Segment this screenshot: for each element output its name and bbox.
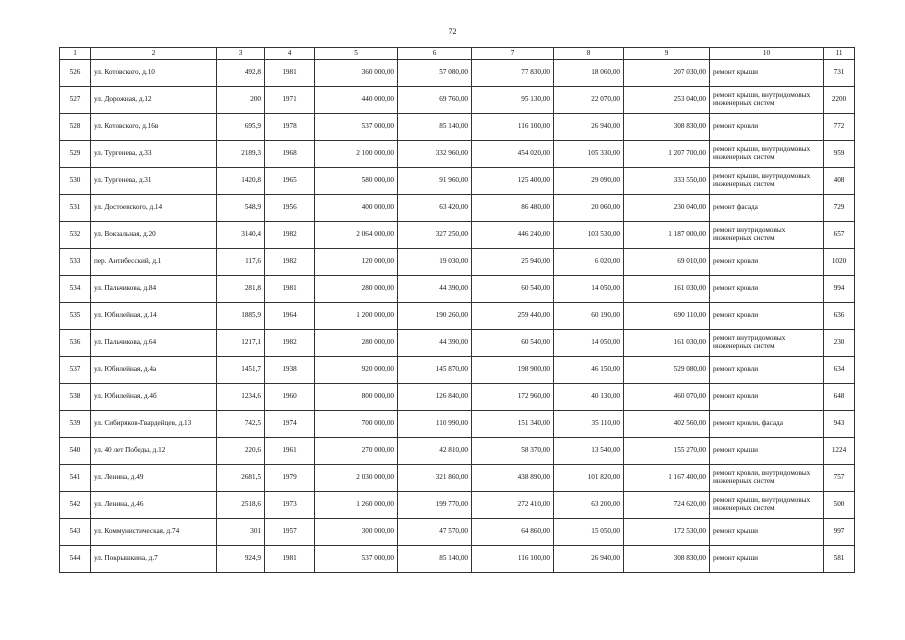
residents-count-cell: 772 xyxy=(824,114,855,141)
year-built-cell: 1982 xyxy=(265,222,315,249)
row-number-cell: 530 xyxy=(60,168,91,195)
residents-count-cell: 634 xyxy=(824,357,855,384)
column-header-8: 8 xyxy=(554,48,624,60)
row-number-cell: 534 xyxy=(60,276,91,303)
address-cell: ул. Пальчикова, д.64 xyxy=(91,330,217,357)
cost-part-c-cell: 6 020,00 xyxy=(554,249,624,276)
work-type-cell: ремонт внутридомовых инженерных систем xyxy=(710,330,824,357)
year-built-cell: 1965 xyxy=(265,168,315,195)
cost-part-b-cell: 151 340,00 xyxy=(472,411,554,438)
row-number-cell: 540 xyxy=(60,438,91,465)
column-header-10: 10 xyxy=(710,48,824,60)
column-header-7: 7 xyxy=(472,48,554,60)
column-number-row xyxy=(60,48,855,60)
total-cost-cell: 2 030 000,00 xyxy=(315,465,398,492)
year-built-cell: 1971 xyxy=(265,87,315,114)
row-number-cell: 526 xyxy=(60,60,91,87)
year-built-cell: 1982 xyxy=(265,330,315,357)
cost-part-c-cell: 29 090,00 xyxy=(554,168,624,195)
table-row xyxy=(60,546,855,573)
year-built-cell: 1973 xyxy=(265,492,315,519)
address-cell: ул. Покрышкина, д.7 xyxy=(91,546,217,573)
year-built-cell: 1978 xyxy=(265,114,315,141)
row-number-cell: 529 xyxy=(60,141,91,168)
area-cell: 220,6 xyxy=(217,438,265,465)
cost-part-d-cell: 308 830,00 xyxy=(624,546,710,573)
work-type-cell: ремонт кровли, внутридомовых инженерных систем xyxy=(710,465,824,492)
residents-count-cell: 500 xyxy=(824,492,855,519)
cost-part-c-cell: 105 330,00 xyxy=(554,141,624,168)
address-cell: ул. Дорожная, д.12 xyxy=(91,87,217,114)
area-cell: 492,8 xyxy=(217,60,265,87)
residents-count-cell: 636 xyxy=(824,303,855,330)
table-row xyxy=(60,60,855,87)
cost-part-b-cell: 454 020,00 xyxy=(472,141,554,168)
residents-count-cell: 997 xyxy=(824,519,855,546)
cost-part-c-cell: 101 820,00 xyxy=(554,465,624,492)
address-cell: ул. Юбилейная, д.4б xyxy=(91,384,217,411)
cost-part-c-cell: 63 200,00 xyxy=(554,492,624,519)
column-header-5: 5 xyxy=(315,48,398,60)
year-built-cell: 1982 xyxy=(265,249,315,276)
cost-part-b-cell: 95 130,00 xyxy=(472,87,554,114)
address-cell: ул. Юбилейная, д.14 xyxy=(91,303,217,330)
area-cell: 742,5 xyxy=(217,411,265,438)
cost-part-c-cell: 20 060,00 xyxy=(554,195,624,222)
cost-part-a-cell: 57 080,00 xyxy=(398,60,472,87)
area-cell: 301 xyxy=(217,519,265,546)
column-header-4: 4 xyxy=(265,48,315,60)
cost-part-b-cell: 60 540,00 xyxy=(472,330,554,357)
cost-part-d-cell: 172 530,00 xyxy=(624,519,710,546)
total-cost-cell: 1 200 000,00 xyxy=(315,303,398,330)
cost-part-d-cell: 161 030,00 xyxy=(624,330,710,357)
cost-part-c-cell: 46 150,00 xyxy=(554,357,624,384)
year-built-cell: 1968 xyxy=(265,141,315,168)
year-built-cell: 1981 xyxy=(265,546,315,573)
address-cell: ул. Юбилейная, д.4а xyxy=(91,357,217,384)
cost-part-b-cell: 259 440,00 xyxy=(472,303,554,330)
address-cell: ул. Котовского, д.10 xyxy=(91,60,217,87)
work-type-cell: ремонт кровли xyxy=(710,249,824,276)
residents-count-cell: 230 xyxy=(824,330,855,357)
cost-part-d-cell: 333 550,00 xyxy=(624,168,710,195)
total-cost-cell: 800 000,00 xyxy=(315,384,398,411)
work-type-cell: ремонт кровли xyxy=(710,276,824,303)
total-cost-cell: 920 000,00 xyxy=(315,357,398,384)
row-number-cell: 528 xyxy=(60,114,91,141)
residents-count-cell: 648 xyxy=(824,384,855,411)
work-type-cell: ремонт кровли xyxy=(710,303,824,330)
cost-part-b-cell: 25 940,00 xyxy=(472,249,554,276)
table-row xyxy=(60,492,855,519)
work-type-cell: ремонт крыши xyxy=(710,60,824,87)
cost-part-c-cell: 60 190,00 xyxy=(554,303,624,330)
cost-part-d-cell: 253 040,00 xyxy=(624,87,710,114)
residents-count-cell: 408 xyxy=(824,168,855,195)
cost-part-b-cell: 77 830,00 xyxy=(472,60,554,87)
year-built-cell: 1960 xyxy=(265,384,315,411)
cost-part-b-cell: 60 540,00 xyxy=(472,276,554,303)
area-cell: 117,6 xyxy=(217,249,265,276)
total-cost-cell: 700 000,00 xyxy=(315,411,398,438)
cost-part-b-cell: 64 860,00 xyxy=(472,519,554,546)
row-number-cell: 543 xyxy=(60,519,91,546)
address-cell: ул. Вокзальная, д.20 xyxy=(91,222,217,249)
table-row xyxy=(60,411,855,438)
work-type-cell: ремонт фасада xyxy=(710,195,824,222)
work-type-cell: ремонт кровли xyxy=(710,357,824,384)
row-number-cell: 532 xyxy=(60,222,91,249)
total-cost-cell: 280 000,00 xyxy=(315,276,398,303)
year-built-cell: 1979 xyxy=(265,465,315,492)
work-type-cell: ремонт крыши, внутридомовых инженерных систем xyxy=(710,141,824,168)
cost-part-a-cell: 85 140,00 xyxy=(398,114,472,141)
address-cell: ул. Достоевского, д.14 xyxy=(91,195,217,222)
cost-part-b-cell: 125 400,00 xyxy=(472,168,554,195)
cost-part-a-cell: 199 770,00 xyxy=(398,492,472,519)
year-built-cell: 1956 xyxy=(265,195,315,222)
address-cell: ул. Тургенева, д.33 xyxy=(91,141,217,168)
table-row xyxy=(60,222,855,249)
area-cell: 1420,8 xyxy=(217,168,265,195)
cost-part-c-cell: 14 050,00 xyxy=(554,330,624,357)
residents-count-cell: 731 xyxy=(824,60,855,87)
row-number-cell: 535 xyxy=(60,303,91,330)
year-built-cell: 1964 xyxy=(265,303,315,330)
work-type-cell: ремонт крыши xyxy=(710,519,824,546)
cost-part-d-cell: 529 080,00 xyxy=(624,357,710,384)
work-type-cell: ремонт крыши, внутридомовых инженерных систем xyxy=(710,87,824,114)
row-number-cell: 533 xyxy=(60,249,91,276)
cost-part-a-cell: 44 390,00 xyxy=(398,276,472,303)
address-cell: ул. Котовского, д.16в xyxy=(91,114,217,141)
column-header-11: 11 xyxy=(824,48,855,60)
total-cost-cell: 120 000,00 xyxy=(315,249,398,276)
total-cost-cell: 440 000,00 xyxy=(315,87,398,114)
cost-part-d-cell: 161 030,00 xyxy=(624,276,710,303)
cost-part-b-cell: 438 890,00 xyxy=(472,465,554,492)
total-cost-cell: 537 000,00 xyxy=(315,114,398,141)
table-row xyxy=(60,276,855,303)
cost-part-c-cell: 14 050,00 xyxy=(554,276,624,303)
area-cell: 2681,5 xyxy=(217,465,265,492)
total-cost-cell: 300 000,00 xyxy=(315,519,398,546)
address-cell: ул. 40 лет Победы, д.12 xyxy=(91,438,217,465)
residents-count-cell: 1224 xyxy=(824,438,855,465)
row-number-cell: 538 xyxy=(60,384,91,411)
column-header-3: 3 xyxy=(217,48,265,60)
cost-part-b-cell: 86 480,00 xyxy=(472,195,554,222)
cost-part-a-cell: 190 260,00 xyxy=(398,303,472,330)
table-row xyxy=(60,330,855,357)
year-built-cell: 1981 xyxy=(265,276,315,303)
cost-part-d-cell: 1 167 400,00 xyxy=(624,465,710,492)
cost-part-a-cell: 44 390,00 xyxy=(398,330,472,357)
address-cell: пер. Антибесский, д.1 xyxy=(91,249,217,276)
total-cost-cell: 400 000,00 xyxy=(315,195,398,222)
work-type-cell: ремонт крыши, внутридомовых инженерных систем xyxy=(710,492,824,519)
table-row xyxy=(60,87,855,114)
work-type-cell: ремонт крыши xyxy=(710,438,824,465)
row-number-cell: 531 xyxy=(60,195,91,222)
residents-count-cell: 943 xyxy=(824,411,855,438)
table-row xyxy=(60,141,855,168)
year-built-cell: 1961 xyxy=(265,438,315,465)
address-cell: ул. Пальчикова, д.84 xyxy=(91,276,217,303)
residents-count-cell: 959 xyxy=(824,141,855,168)
cost-part-a-cell: 91 960,00 xyxy=(398,168,472,195)
cost-part-c-cell: 26 940,00 xyxy=(554,114,624,141)
year-built-cell: 1938 xyxy=(265,357,315,384)
total-cost-cell: 360 000,00 xyxy=(315,60,398,87)
row-number-cell: 536 xyxy=(60,330,91,357)
total-cost-cell: 1 260 000,00 xyxy=(315,492,398,519)
work-type-cell: ремонт крыши xyxy=(710,546,824,573)
cost-part-d-cell: 230 040,00 xyxy=(624,195,710,222)
cost-part-d-cell: 155 270,00 xyxy=(624,438,710,465)
total-cost-cell: 2 064 000,00 xyxy=(315,222,398,249)
area-cell: 1234,6 xyxy=(217,384,265,411)
row-number-cell: 527 xyxy=(60,87,91,114)
cost-part-b-cell: 116 100,00 xyxy=(472,114,554,141)
cost-part-a-cell: 126 840,00 xyxy=(398,384,472,411)
address-cell: ул. Тургенева, д.31 xyxy=(91,168,217,195)
repair-register-table xyxy=(59,47,855,573)
table-row xyxy=(60,438,855,465)
area-cell: 2189,3 xyxy=(217,141,265,168)
residents-count-cell: 657 xyxy=(824,222,855,249)
cost-part-d-cell: 207 030,00 xyxy=(624,60,710,87)
address-cell: ул. Ленина, д.46 xyxy=(91,492,217,519)
address-cell: ул. Сибиряков-Гвардейцев, д.13 xyxy=(91,411,217,438)
address-cell: ул. Ленина, д.49 xyxy=(91,465,217,492)
work-type-cell: ремонт кровли xyxy=(710,384,824,411)
year-built-cell: 1974 xyxy=(265,411,315,438)
cost-part-a-cell: 332 960,00 xyxy=(398,141,472,168)
year-built-cell: 1981 xyxy=(265,60,315,87)
cost-part-b-cell: 58 370,00 xyxy=(472,438,554,465)
cost-part-c-cell: 35 110,00 xyxy=(554,411,624,438)
cost-part-b-cell: 116 100,00 xyxy=(472,546,554,573)
column-header-1: 1 xyxy=(60,48,91,60)
residents-count-cell: 994 xyxy=(824,276,855,303)
total-cost-cell: 2 100 000,00 xyxy=(315,141,398,168)
area-cell: 695,9 xyxy=(217,114,265,141)
cost-part-c-cell: 22 070,00 xyxy=(554,87,624,114)
area-cell: 200 xyxy=(217,87,265,114)
cost-part-a-cell: 47 570,00 xyxy=(398,519,472,546)
row-number-cell: 537 xyxy=(60,357,91,384)
cost-part-d-cell: 690 110,00 xyxy=(624,303,710,330)
area-cell: 924,9 xyxy=(217,546,265,573)
cost-part-c-cell: 18 060,00 xyxy=(554,60,624,87)
cost-part-b-cell: 272 410,00 xyxy=(472,492,554,519)
cost-part-d-cell: 308 830,00 xyxy=(624,114,710,141)
total-cost-cell: 580 000,00 xyxy=(315,168,398,195)
residents-count-cell: 2200 xyxy=(824,87,855,114)
area-cell: 281,8 xyxy=(217,276,265,303)
work-type-cell: ремонт кровли xyxy=(710,114,824,141)
residents-count-cell: 757 xyxy=(824,465,855,492)
cost-part-b-cell: 446 240,00 xyxy=(472,222,554,249)
table-row xyxy=(60,357,855,384)
table-row xyxy=(60,114,855,141)
area-cell: 1885,9 xyxy=(217,303,265,330)
total-cost-cell: 537 000,00 xyxy=(315,546,398,573)
table-row xyxy=(60,303,855,330)
cost-part-c-cell: 13 540,00 xyxy=(554,438,624,465)
cost-part-c-cell: 40 130,00 xyxy=(554,384,624,411)
residents-count-cell: 1020 xyxy=(824,249,855,276)
cost-part-b-cell: 172 960,00 xyxy=(472,384,554,411)
area-cell: 548,9 xyxy=(217,195,265,222)
address-cell: ул. Коммунистическая, д.74 xyxy=(91,519,217,546)
cost-part-a-cell: 63 420,00 xyxy=(398,195,472,222)
cost-part-d-cell: 1 207 700,00 xyxy=(624,141,710,168)
cost-part-a-cell: 19 030,00 xyxy=(398,249,472,276)
table-row xyxy=(60,465,855,492)
page-number: 72 xyxy=(448,27,457,36)
table-row xyxy=(60,519,855,546)
residents-count-cell: 581 xyxy=(824,546,855,573)
cost-part-a-cell: 145 870,00 xyxy=(398,357,472,384)
cost-part-d-cell: 724 620,00 xyxy=(624,492,710,519)
total-cost-cell: 270 000,00 xyxy=(315,438,398,465)
cost-part-d-cell: 460 070,00 xyxy=(624,384,710,411)
cost-part-a-cell: 42 810,00 xyxy=(398,438,472,465)
cost-part-a-cell: 327 250,00 xyxy=(398,222,472,249)
row-number-cell: 539 xyxy=(60,411,91,438)
column-header-9: 9 xyxy=(624,48,710,60)
work-type-cell: ремонт внутридомовых инженерных систем xyxy=(710,222,824,249)
table-row xyxy=(60,249,855,276)
cost-part-b-cell: 198 900,00 xyxy=(472,357,554,384)
row-number-cell: 542 xyxy=(60,492,91,519)
column-header-2: 2 xyxy=(91,48,217,60)
row-number-cell: 541 xyxy=(60,465,91,492)
table-row xyxy=(60,168,855,195)
cost-part-d-cell: 402 560,00 xyxy=(624,411,710,438)
cost-part-c-cell: 15 050,00 xyxy=(554,519,624,546)
cost-part-c-cell: 26 940,00 xyxy=(554,546,624,573)
area-cell: 1451,7 xyxy=(217,357,265,384)
cost-part-c-cell: 103 530,00 xyxy=(554,222,624,249)
row-number-cell: 544 xyxy=(60,546,91,573)
cost-part-d-cell: 1 187 000,00 xyxy=(624,222,710,249)
cost-part-d-cell: 69 010,00 xyxy=(624,249,710,276)
area-cell: 1217,1 xyxy=(217,330,265,357)
year-built-cell: 1957 xyxy=(265,519,315,546)
cost-part-a-cell: 69 760,00 xyxy=(398,87,472,114)
area-cell: 3140,4 xyxy=(217,222,265,249)
total-cost-cell: 280 000,00 xyxy=(315,330,398,357)
column-header-6: 6 xyxy=(398,48,472,60)
area-cell: 2518,6 xyxy=(217,492,265,519)
residents-count-cell: 729 xyxy=(824,195,855,222)
table-row xyxy=(60,195,855,222)
work-type-cell: ремонт крыши, внутридомовых инженерных систем xyxy=(710,168,824,195)
cost-part-a-cell: 110 990,00 xyxy=(398,411,472,438)
work-type-cell: ремонт кровли, фасада xyxy=(710,411,824,438)
cost-part-a-cell: 321 860,00 xyxy=(398,465,472,492)
table-row xyxy=(60,384,855,411)
cost-part-a-cell: 85 140,00 xyxy=(398,546,472,573)
